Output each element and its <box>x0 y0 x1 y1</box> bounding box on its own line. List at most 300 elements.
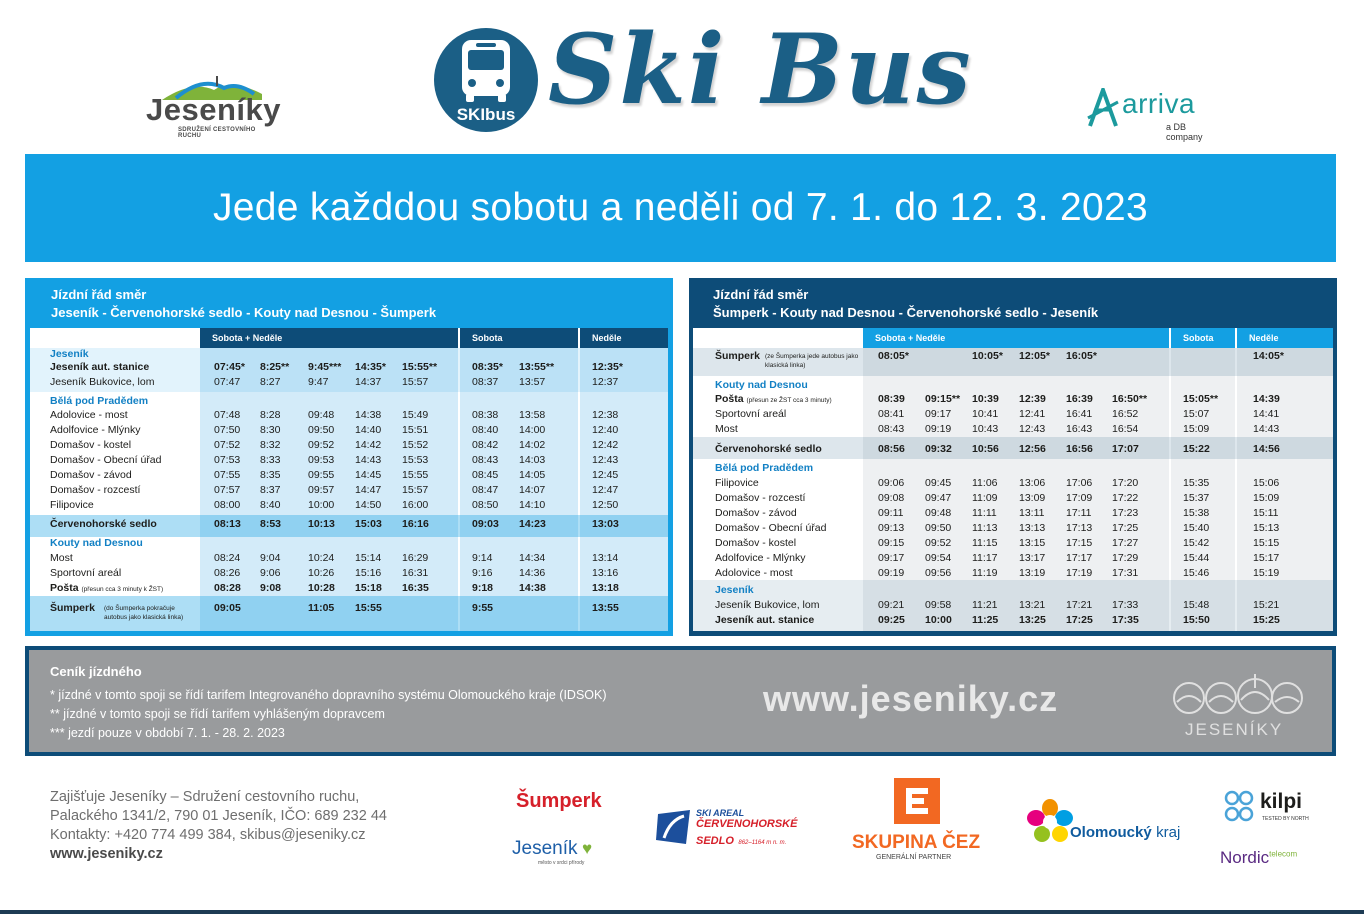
cez-icon <box>894 778 940 824</box>
departure-time: 07:52 <box>214 439 241 451</box>
departure-time: 9:16 <box>472 567 493 579</box>
departure-time: 11:19 <box>972 567 998 579</box>
departure-time: 17:09 <box>1066 492 1093 504</box>
column-group-header: Sobota + Neděle <box>200 328 458 348</box>
departure-time: 09:47 <box>925 492 952 504</box>
departure-time: 07:45* <box>214 361 245 373</box>
departure-time: 09:57 <box>308 484 335 496</box>
departure-time: 09:15** <box>925 393 961 405</box>
station-group-row <box>30 394 668 409</box>
departure-time: 08:13 <box>214 518 241 530</box>
timetable-route: Jeseník - Červenohorské sedlo - Kouty nad Desnou - Šumperk <box>51 305 437 320</box>
station-label: Jeseník Bukovice, lom <box>715 599 820 611</box>
arriva-logo-name: arriva <box>1122 88 1196 119</box>
departure-time: 14:42 <box>355 439 382 451</box>
departure-time: 09:17 <box>878 552 905 564</box>
departure-time: 15:09 <box>1253 492 1280 504</box>
nordic-logo-sup: telecom <box>1269 849 1298 859</box>
operation-banner <box>25 154 1336 262</box>
departure-time: 13:13 <box>1019 522 1046 534</box>
website-link[interactable]: www.jeseniky.cz <box>763 678 1059 719</box>
timetable-row <box>30 581 668 596</box>
station-label: Jeseník <box>715 584 754 596</box>
station-name <box>715 506 797 521</box>
station-label: Pošta <box>50 582 79 594</box>
station-label: Domašov - rozcestí <box>50 484 141 496</box>
station-name <box>715 491 805 506</box>
departure-time: 15:09 <box>1183 423 1210 435</box>
timetable-row <box>30 375 668 390</box>
organizer-line: Zajišťuje Jeseníky – Sdružení cestovního ruchu, <box>50 789 360 805</box>
departure-time: 8:30 <box>260 424 281 436</box>
departure-time: 12:42 <box>592 439 619 451</box>
departure-time: 9:18 <box>472 582 494 594</box>
departure-time: 17:25 <box>1066 614 1093 626</box>
organizer-contacts <box>50 788 387 864</box>
contacts-line: Kontakty: +420 774 499 384, skibus@jeseniky.cz <box>50 827 366 843</box>
departure-time: 16:50** <box>1112 393 1148 405</box>
station-label: Kouty nad Desnou <box>715 379 808 391</box>
departure-time: 09:52 <box>308 439 335 451</box>
departure-time: 14:23 <box>519 518 546 530</box>
station-name <box>50 566 121 581</box>
ski-areal-logo <box>656 808 816 846</box>
olomoucky-kraj-name: Olomoucký <box>1070 824 1152 841</box>
departure-time: 15:55** <box>402 361 438 373</box>
fare-note-carrier: ** jízdné v tomto spoji se řídí tarifem vyhlášeným dopravcem <box>50 707 385 721</box>
departure-time: 10:41 <box>972 408 999 420</box>
departure-time: 8:25** <box>260 361 290 373</box>
column-group-header: Sobota + Neděle <box>863 328 1169 348</box>
timetable-heading <box>713 286 1098 322</box>
timetable-row <box>30 601 668 621</box>
departure-time: 15:07 <box>1183 408 1210 420</box>
departure-time: 14:05* <box>1253 350 1284 362</box>
departure-time: 10:28 <box>308 582 335 594</box>
departure-time: 12:39 <box>1019 393 1046 405</box>
departure-time: 08:35* <box>472 361 503 373</box>
departure-time: 09:58 <box>925 599 952 611</box>
station-name <box>50 498 94 513</box>
station-name <box>50 536 143 551</box>
fare-title: Ceník jízdného <box>50 664 142 679</box>
station-name <box>715 551 805 566</box>
footer-website-link[interactable]: www.jeseniky.cz <box>50 846 163 862</box>
column-group-header: Neděle <box>1237 328 1333 348</box>
timetable-row <box>30 483 668 498</box>
station-label: Domašov - kostel <box>50 439 132 451</box>
jesenik-logo <box>512 838 592 866</box>
station-group-row <box>30 536 668 551</box>
departure-time: 15:16 <box>355 567 382 579</box>
departure-time: 11:17 <box>972 552 998 564</box>
departure-time: 17:25 <box>1112 522 1139 534</box>
departure-time: 15:03 <box>355 518 382 530</box>
timetable-row <box>693 506 1333 521</box>
station-label: Most <box>715 423 738 435</box>
departure-time: 07:48 <box>214 409 241 421</box>
station-label: Domašov - Obecní úřad <box>715 522 827 534</box>
departure-time: 15:06 <box>1253 477 1280 489</box>
departure-time: 17:23 <box>1112 507 1139 519</box>
departure-time: 15:35 <box>1183 477 1210 489</box>
departure-time: 9:55 <box>472 602 494 614</box>
timetable-row <box>693 407 1333 422</box>
station-name <box>50 423 140 438</box>
departure-time: 10:00 <box>925 614 952 626</box>
bus-icon <box>432 26 540 134</box>
departure-time: 12:47 <box>592 484 619 496</box>
station-label: Most <box>50 552 73 564</box>
departure-time: 15:44 <box>1183 552 1210 564</box>
station-label: Domašov - závod <box>715 507 797 519</box>
timetable-row <box>693 613 1333 628</box>
departure-time: 09:48 <box>308 409 335 421</box>
departure-time: 15:51 <box>402 424 429 436</box>
departure-time: 17:21 <box>1066 599 1093 611</box>
station-label: Filipovice <box>50 499 94 511</box>
departure-time: 11:21 <box>972 599 998 611</box>
departure-time: 16:00 <box>402 499 429 511</box>
station-label: Šumperk <box>715 350 760 362</box>
departure-time: 9:14 <box>472 552 493 564</box>
departure-time: 13:19 <box>1019 567 1046 579</box>
departure-time: 17:22 <box>1112 492 1139 504</box>
departure-time: 13:58 <box>519 409 546 421</box>
departure-time: 15:55 <box>355 602 382 614</box>
departure-time: 8:33 <box>260 454 281 466</box>
station-name <box>715 521 826 536</box>
station-note: (ze Šumperka jede autobus jako klasická linka) <box>765 353 859 369</box>
departure-time: 07:57 <box>214 484 241 496</box>
departure-time: 16:39 <box>1066 393 1093 405</box>
departure-time: 16:29 <box>402 552 429 564</box>
station-name <box>715 536 796 551</box>
departure-time: 16:35 <box>402 582 429 594</box>
timetable-row <box>693 521 1333 536</box>
station-name <box>715 598 819 613</box>
timetable-heading <box>51 286 436 322</box>
departure-time: 8:35 <box>260 469 281 481</box>
station-group-row <box>693 461 1333 476</box>
departure-time: 09:48 <box>925 507 952 519</box>
departure-time: 15:55 <box>402 469 429 481</box>
departure-time: 15:53 <box>402 454 429 466</box>
jeseniky-logo-subtitle: SDRUŽENÍ CESTOVNÍHO RUCHU <box>178 127 256 139</box>
station-name <box>50 483 140 498</box>
departure-time: 10:05* <box>972 350 1003 362</box>
departure-time: 15:40 <box>1183 522 1210 534</box>
departure-time: 11:15 <box>972 537 998 549</box>
departure-time: 11:09 <box>972 492 998 504</box>
timetable-row <box>30 517 668 532</box>
departure-time: 17:31 <box>1112 567 1139 579</box>
timetable-row <box>30 566 668 581</box>
timetable-route: Šumperk - Kouty nad Desnou - Červenohorské sedlo - Jeseník <box>713 305 1099 320</box>
departure-time: 14:47 <box>355 484 382 496</box>
station-name <box>715 442 822 457</box>
station-name <box>715 461 813 476</box>
station-label: Jeseník <box>50 348 89 360</box>
timetable-row <box>30 423 668 438</box>
sumperk-logo <box>516 790 602 813</box>
departure-time: 09:06 <box>878 477 905 489</box>
departure-time: 15:19 <box>1253 567 1280 579</box>
departure-time: 15:18 <box>355 582 382 594</box>
departure-time: 15:11 <box>1253 507 1279 519</box>
station-name <box>715 378 808 393</box>
departure-time: 08:38 <box>472 409 499 421</box>
departure-time: 8:32 <box>260 439 281 451</box>
departure-time: 14:38 <box>519 582 546 594</box>
timetable-row <box>30 438 668 453</box>
departure-time: 17:29 <box>1112 552 1139 564</box>
station-note: (přesun cca 3 minuty k ŽST) <box>81 586 164 593</box>
departure-time: 17:11 <box>1066 507 1092 519</box>
departure-time: 09:32 <box>925 443 952 455</box>
timetable-row <box>693 598 1333 613</box>
departure-time: 12:05* <box>1019 350 1050 362</box>
departure-time: 10:39 <box>972 393 999 405</box>
departure-time: 08:24 <box>214 552 241 564</box>
timetable-row <box>30 498 668 513</box>
departure-time: 11:13 <box>972 522 998 534</box>
station-name <box>715 407 786 422</box>
station-name <box>50 601 95 616</box>
timetable-jesenik-sumperk <box>25 278 673 636</box>
timetable-row <box>693 491 1333 506</box>
timetable-row <box>30 551 668 566</box>
departure-time: 13:16 <box>592 567 619 579</box>
nordic-logo-name: Nordic <box>1220 848 1270 867</box>
column-group-header: Sobota <box>460 328 578 348</box>
departure-time: 09:19 <box>925 423 952 435</box>
departure-time: 09:11 <box>878 507 904 519</box>
departure-time: 09:52 <box>925 537 952 549</box>
ski-areal-line-2: ČERVENOHORSKÉ <box>696 818 798 830</box>
station-label: Adolfovice - Mlýnky <box>715 552 806 564</box>
page-title: Ski Bus <box>548 13 973 126</box>
station-name <box>715 566 793 581</box>
departure-time: 8:37 <box>260 484 281 496</box>
timetable-row <box>30 408 668 423</box>
departure-time: 08:47 <box>472 484 499 496</box>
station-label: Jeseník Bukovice, lom <box>50 376 155 388</box>
departure-time: 9:04 <box>260 552 281 564</box>
departure-time: 15:52 <box>402 439 429 451</box>
station-label: Šumperk <box>50 602 95 614</box>
departure-time: 14:45 <box>355 469 382 481</box>
station-label: Adolovice - most <box>50 409 128 421</box>
departure-time: 17:06 <box>1066 477 1093 489</box>
departure-time: 11:06 <box>972 477 998 489</box>
station-name <box>50 375 154 390</box>
station-name <box>715 583 754 598</box>
departure-time: 09:13 <box>878 522 905 534</box>
departure-time: 09:15 <box>878 537 905 549</box>
departure-time: 07:53 <box>214 454 241 466</box>
jeseniky-logo <box>140 70 281 140</box>
departure-time: 08:45 <box>472 469 499 481</box>
fare-note-idsok: * jízdné v tomto spoji se řídí tarifem Integrovaného dopravního systému Olomouckého kraje (IDSOK) <box>50 688 607 702</box>
timetable-row <box>693 536 1333 551</box>
departure-time: 09:08 <box>878 492 905 504</box>
departure-time: 15:25 <box>1253 614 1280 626</box>
departure-time: 07:50 <box>214 424 241 436</box>
station-label: Bělá pod Pradědem <box>50 395 149 407</box>
departure-time: 14:34 <box>519 552 546 564</box>
departure-time: 17:35 <box>1112 614 1139 626</box>
departure-time: 17:27 <box>1112 537 1139 549</box>
timetable-grid <box>30 328 668 631</box>
cez-logo-name: SKUPINA ČEZ <box>852 832 981 853</box>
departure-time: 14:37 <box>355 376 382 388</box>
departure-time: 14:41 <box>1253 408 1280 420</box>
station-label: Kouty nad Desnou <box>50 537 143 549</box>
jeseniky-grey-logo-label: JESENÍKY <box>1185 720 1284 739</box>
departure-time: 09:19 <box>878 567 905 579</box>
station-name <box>50 360 149 375</box>
column-group-header: Sobota <box>1171 328 1235 348</box>
departure-time: 15:38 <box>1183 507 1210 519</box>
departure-time: 8:53 <box>260 518 282 530</box>
station-name <box>50 408 128 423</box>
departure-time: 15:42 <box>1183 537 1210 549</box>
sumperk-logo-name: Šumperk <box>516 790 602 812</box>
departure-time: 10:56 <box>972 443 999 455</box>
olomoucky-kraj-text <box>1070 824 1180 842</box>
departure-time: 09:56 <box>925 567 952 579</box>
departure-time: 10:00 <box>308 499 335 511</box>
heart-icon: ♥ <box>581 839 593 858</box>
station-name <box>50 468 132 483</box>
departure-time: 12:41 <box>1019 408 1046 420</box>
departure-time: 16:16 <box>402 518 429 530</box>
mountains-outline-icon <box>1169 672 1309 718</box>
departure-time: 15:15 <box>1253 537 1280 549</box>
departure-time: 13:17 <box>1019 552 1046 564</box>
departure-time: 13:06 <box>1019 477 1046 489</box>
timetable-row <box>693 392 1333 407</box>
departure-time: 07:47 <box>214 376 241 388</box>
departure-time: 10:26 <box>308 567 335 579</box>
kilpi-logo-name: kilpi <box>1260 790 1303 813</box>
fare-note-period: *** jezdí pouze v období 7. 1. - 28. 2. 2023 <box>50 726 285 740</box>
departure-time: 14:40 <box>355 424 382 436</box>
departure-time: 15:57 <box>402 376 429 388</box>
departure-time: 09:25 <box>878 614 905 626</box>
timetable-row <box>693 422 1333 437</box>
departure-time: 12:43 <box>592 454 619 466</box>
departure-time: 12:35* <box>592 361 623 373</box>
departure-time: 10:24 <box>308 552 335 564</box>
timetable-row <box>693 442 1333 457</box>
station-label: Domašov - Obecní úřad <box>50 454 162 466</box>
departure-time: 14:43 <box>355 454 382 466</box>
departure-time: 17:13 <box>1066 522 1093 534</box>
jesenik-logo-name: Jeseník <box>512 838 578 859</box>
station-name <box>715 476 759 491</box>
departure-time: 17:20 <box>1112 477 1139 489</box>
station-label: Červenohorské sedlo <box>50 518 157 530</box>
departure-time: 08:00 <box>214 499 241 511</box>
fare-info-box <box>25 646 1336 756</box>
departure-time: 16:52 <box>1112 408 1139 420</box>
departure-time: 09:55 <box>308 469 335 481</box>
station-label: Adolfovice - Mlýnky <box>50 424 141 436</box>
station-name <box>715 392 832 408</box>
departure-time: 08:50 <box>472 499 499 511</box>
station-label: Domašov - kostel <box>715 537 797 549</box>
station-name <box>50 394 148 409</box>
departure-time: 11:25 <box>972 614 999 626</box>
departure-time: 13:21 <box>1019 599 1046 611</box>
departure-time: 09:50 <box>308 424 335 436</box>
departure-time: 16:31 <box>402 567 429 579</box>
departure-time: 07:55 <box>214 469 241 481</box>
departure-time: 17:17 <box>1066 552 1093 564</box>
station-label: Bělá pod Pradědem <box>715 462 814 474</box>
departure-time: 13:03 <box>592 518 619 530</box>
olomoucky-kraj-logo <box>1024 798 1184 848</box>
timetable-row <box>693 551 1333 566</box>
departure-time: 8:28 <box>260 409 281 421</box>
departure-time: 09:03 <box>472 518 499 530</box>
station-group-row <box>693 583 1333 598</box>
departure-time: 14:50 <box>355 499 382 511</box>
banner-text: Jede každdou sobotu a neděli od 7. 1. do 12. 3. 2023 <box>213 186 1148 229</box>
departure-time: 11:05 <box>308 602 335 614</box>
arriva-icon <box>1086 88 1120 128</box>
departure-time: 14:43 <box>1253 423 1280 435</box>
departure-time: 14:00 <box>519 424 546 436</box>
departure-time: 13:09 <box>1019 492 1046 504</box>
departure-time: 08:42 <box>472 439 499 451</box>
departure-time: 17:15 <box>1066 537 1093 549</box>
departure-time: 9:08 <box>260 582 282 594</box>
departure-time: 09:17 <box>925 408 952 420</box>
departure-time: 09:05 <box>214 602 241 614</box>
station-label: Sportovní areál <box>715 408 787 420</box>
departure-time: 15:05** <box>1183 393 1219 405</box>
departure-time: 10:13 <box>308 518 335 530</box>
departure-time: 8:27 <box>260 376 281 388</box>
jeseniky-logo-name: Jeseníky <box>146 92 281 127</box>
departure-time: 08:28 <box>214 582 241 594</box>
departure-time: 15:48 <box>1183 599 1210 611</box>
station-note: (přesun ze ŽST cca 3 minuty) <box>746 397 832 404</box>
bottom-border <box>0 910 1364 914</box>
cez-logo-subtitle: GENERÁLNÍ PARTNER <box>876 854 952 861</box>
station-name <box>50 581 163 597</box>
departure-time: 08:41 <box>878 408 905 420</box>
station-label: Domašov - závod <box>50 469 132 481</box>
departure-time: 9:06 <box>260 567 281 579</box>
departure-time: 16:41 <box>1066 408 1093 420</box>
departure-time: 14:39 <box>1253 393 1280 405</box>
departure-time: 12:45 <box>592 469 619 481</box>
ski-areal-line-3-wrap <box>696 831 786 849</box>
flower-icon <box>1024 798 1076 844</box>
station-label: Červenohorské sedlo <box>715 443 822 455</box>
station-label: Jeseník aut. stanice <box>50 361 150 373</box>
departure-time: 15:46 <box>1183 567 1210 579</box>
ski-areal-altitude: 862–1164 m n. m. <box>738 840 787 846</box>
departure-time: 15:37 <box>1183 492 1210 504</box>
departure-time: 17:33 <box>1112 599 1139 611</box>
departure-time: 15:14 <box>355 552 382 564</box>
departure-time: 14:35* <box>355 361 386 373</box>
